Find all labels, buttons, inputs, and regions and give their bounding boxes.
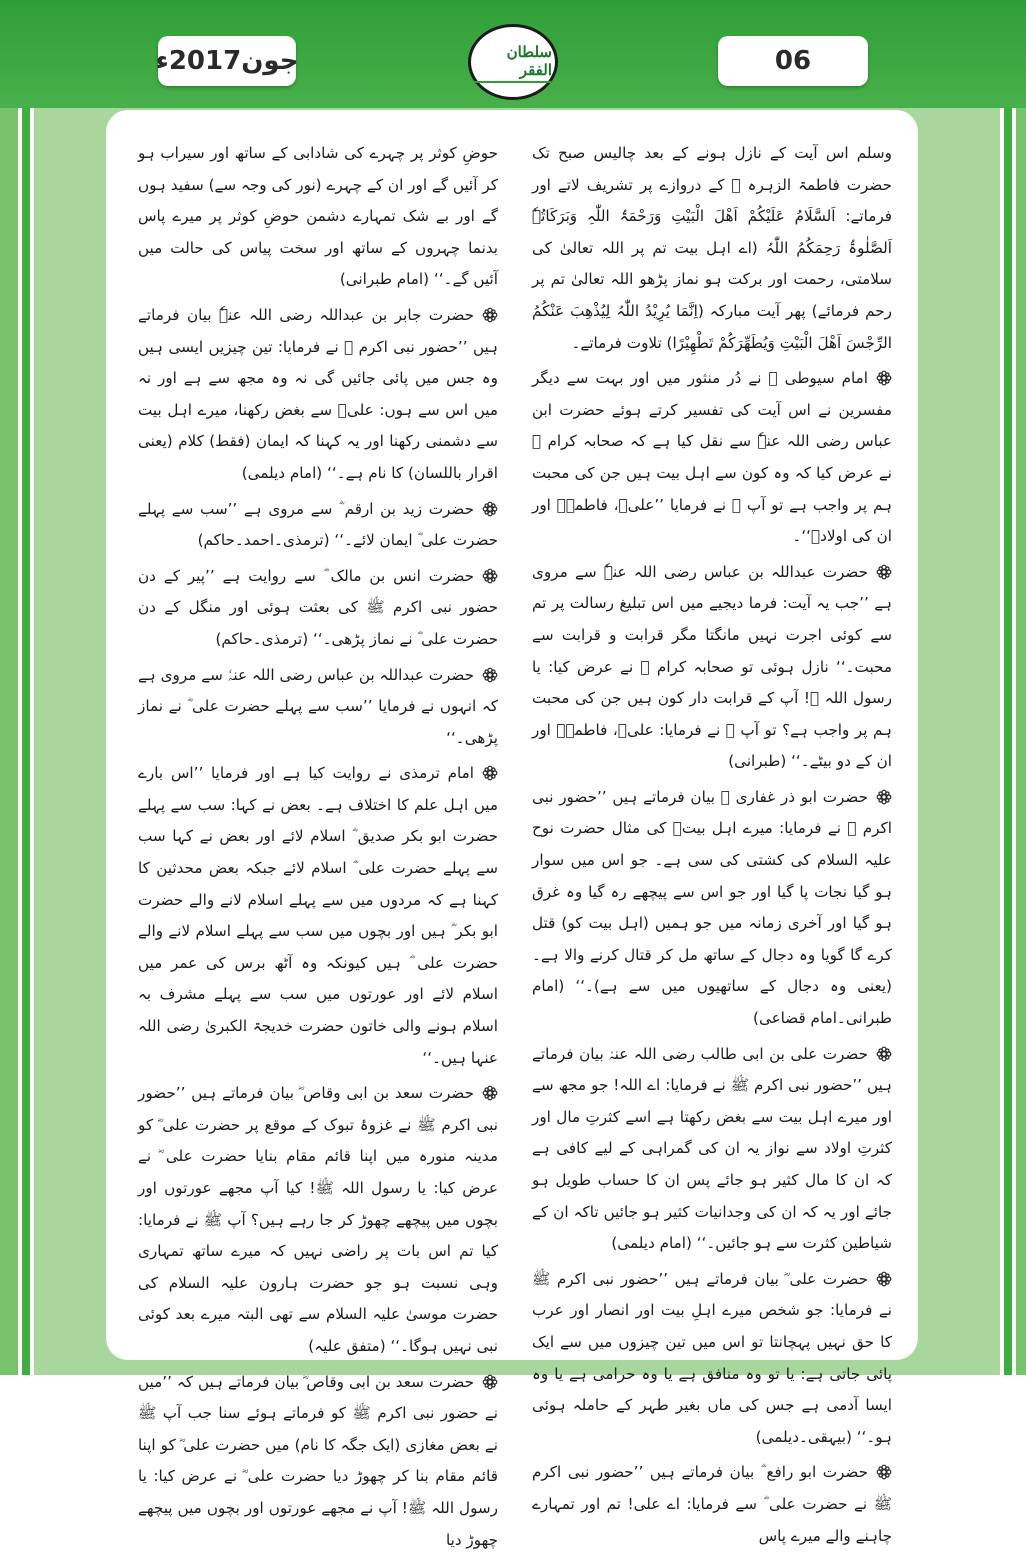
paragraph xyxy=(532,363,892,553)
flower-bullet-icon xyxy=(482,765,498,781)
paragraph-text: حضرت علی بن ابی طالب رضی اللہ عنہٗ بیان فرماتے ہیں ’’حضور نبی اکرم ﷺ نے فرمایا: اے اللہ! جو مجھ سے اور میرے اہل بیت سے بغض رکھتا ہے اسے کثرتِ مال اور کثرتِ اولاد سے نواز یہ ان کی گمراہی کے لیے کافی ہے کہ ان کا مال کثیر ہو جائے پس ان کا حساب طویل ہو جائے اور یہ کہ ان کی وجدانیات کثیر ہو جائیں تاکہ ان کے شیاطین کثرت سے ہو جائیں۔‘‘ (امام دیلمی) xyxy=(532,1044,892,1253)
issue-date-badge xyxy=(155,36,299,86)
flower-bullet-icon xyxy=(482,501,498,517)
paragraph xyxy=(138,660,498,755)
logo-text: سلطان الفقر xyxy=(474,41,552,83)
paragraph-text: امام ترمذی نے روایت کیا ہے اور فرمایا ’’اس بارے میں اہل علم کا اختلاف ہے۔ بعض نے کہا: سب سے پہلے حضرت ابو بکر صدیق ؓ اسلام لائے اور بعض نے کہا سب سے پہلے حضرت علی ؓ اسلام لائے جبکہ بعض محدثین کا کہنا ہے کہ مردوں میں سے پہلے اسلام لانے والے حضرت ابو بکر ؓ ہیں اور بچوں میں سب سے پہلے اسلام لانے والے حضرت علی ؓ ہیں کیونکہ وہ آٹھ برس کی عمر میں اسلام لائے اور عورتوں میں سب سے پہلے مشرف بہ اسلام ہونے والی خاتون حضرت خدیجۃ الکبریٰ رضی اللہ عنہا ہیں۔‘‘ xyxy=(138,764,498,1067)
paragraph-text: حضرت انس بن مالک ؓ سے روایت ہے ’’پیر کے دن حضور نبی اکرم ﷺ کی بعثت ہوئی اور منگل کے دن حضرت علی ؓ نے نماز پڑھی۔‘‘ (ترمذی۔حاکم) xyxy=(138,566,498,648)
paragraph xyxy=(138,300,498,490)
paragraph xyxy=(138,1078,498,1362)
paragraph xyxy=(532,1264,892,1454)
paragraph xyxy=(532,557,892,778)
paragraph-text: حضرت سعد بن ابی وقاص ؓ بیان فرماتے ہیں ’’حضور نبی اکرم ﷺ نے غزوۂ تبوک کے موقع پر حضرت علی ؓ کو مدینہ منورہ میں اپنا قائم مقام بنایا حضرت علی ؓ نے عرض کیا: یا رسول اللہ ﷺ! کیا آپ مجھے عورتوں اور بچوں میں پیچھے چھوڑ کر جا رہے ہیں؟ آپ ﷺ نے فرمایا: کیا تم اس بات پر راضی نہیں کہ میرے ساتھ تمہاری وہی نسبت ہو جو حضرت ہارون علیہ السلام کی حضرت موسیٰ علیہ السلام سے تھی البتہ میرے بعد کوئی نبی نہیں ہوگا۔‘‘ (متفق علیہ) xyxy=(138,1084,498,1355)
paragraph xyxy=(138,138,498,296)
paragraph xyxy=(138,758,498,1074)
paragraph-text: امام سیوطی ؒ نے دُر منثور میں اور بہت سے دیگر مفسرین نے اس آیت کی تفسیر کرتے ہوئے حضرت ابن عباس رضی اللہ عنہٗ سے نقل کیا ہے کہ صحابہ کرام ؓ نے عرض کیا کہ وہ کون سے اہل بیت ہیں جن کی محبت ہم پر واجب ہے تو آپ ﷺ نے فرمایا ’’علیؓ، فاطمہؓ اور ان کی اولادؓ‘‘۔ xyxy=(532,369,892,546)
paragraph xyxy=(532,1457,892,1552)
flower-bullet-icon xyxy=(482,667,498,683)
paragraph xyxy=(138,494,498,557)
text-column-left xyxy=(138,138,498,1549)
flower-bullet-icon xyxy=(876,1271,892,1287)
page-number: 06 xyxy=(774,46,812,76)
flower-bullet-icon xyxy=(876,789,892,805)
paragraph-text: وسلم اس آیت کے نازل ہونے کے بعد چالیس صبح تک حضرت فاطمۃ الزہرہ ؓ کے دروازے پر تشریف لاتے اور فرماتے: اَلسَّلَامُ عَلَیْکُمْ اَھْلَ الْبَیْتِ وَرَحْمَۃُ اللّٰہِ وَبَرَکَاتُہٗ اَلصَّلٰوۃُ رَحِمَکُمُ اللّٰہُ (اے اہل بیت تم پر اللہ تعالیٰ کی سلامتی، رحمت اور برکت ہو نماز پڑھو اللہ تعالیٰ تم پر رحم فرمائے) پھر آیت مبارکہ (اِنَّمَا یُرِیْدُ اللّٰہُ لِیُذْھِبَ عَنْکُمُ الرِّجْسَ اَھْلَ الْبَیْتِ وَیُطَھِّرَکُمْ تَطْھِیْرًا) تلاوت فرماتے۔ xyxy=(532,144,892,352)
page-number-badge xyxy=(718,36,868,86)
content-panel xyxy=(106,110,918,1549)
flower-bullet-icon xyxy=(482,307,498,323)
paragraph-text: حضرت عبداللہ بن عباس رضی اللہ عنہٗ سے مروی ہے کہ انہوں نے فرمایا ’’سب سے پہلے حضرت علی ؓ نے نماز پڑھی۔‘‘ xyxy=(138,665,498,747)
paragraph-text: حضرت جابر بن عبداللہ رضی اللہ عنہٗ بیان فرماتے ہیں ’’حضور نبی اکرم ﷺ نے فرمایا: تین چیزیں ایسی ہیں وہ جس میں پائی جائیں گی نہ وہ مجھ سے ہے اور نہ میں اس سے ہوں: علیؓ سے بغض رکھنا، میرے اہل بیت سے دشمنی رکھنا اور یہ کہنا کہ ایمان (فقط) کلام (یعنی اقرار باللسان) کا نام ہے۔‘‘ (امام دیلمی) xyxy=(138,305,498,482)
text-column-right xyxy=(532,138,892,1545)
flower-bullet-icon xyxy=(876,564,892,580)
paragraph-text: حضرت سعد بن ابی وقاص ؓ بیان فرماتے ہیں کہ ’’میں نے حضور نبی اکرم ﷺ کو فرماتے ہوئے سنا جب آپ ﷺ نے بعض مغازی (ایک جگہ کا نام) میں حضرت علی ؓ کو اپنا قائم مقام بنا کر چھوڑ دیا حضرت علی ؓ نے عرض کیا: یا رسول اللہ ﷺ! آپ نے مجھے عورتوں اور بچوں میں پیچھے چھوڑ دیا xyxy=(138,1372,498,1549)
flower-bullet-icon xyxy=(876,1464,892,1480)
paragraph-text: حضرت ابو ذر غفاری ؓ بیان فرماتے ہیں ’’حضور نبی اکرم ﷺ نے فرمایا: میرے اہل بیتؓ کی مثال حضرت نوح علیہ السلام کی کشتی کی سی ہے۔ جو اس میں سوار ہو گیا نجات پا گیا اور جو اس سے پیچھے رہ گیا وہ غرق ہو گیا اور آخری زمانہ میں جو ہمیں (اہل بیت کو) قتل کرے گا گویا وہ دجال کے ساتھ مل کر قتال کرنے والا ہے۔ (یعنی وہ دجال کے ساتھیوں میں سے ہے)۔‘‘ (امام طبرانی۔امام قضاعی) xyxy=(532,787,892,1028)
flower-bullet-icon xyxy=(876,1046,892,1062)
paragraph xyxy=(532,782,892,1035)
paragraph-text: حضرت زید بن ارقم ؓ سے مروی ہے ’’سب سے پہلے حضرت علی ؓ ایمان لائے۔‘‘ (ترمذی۔احمد۔حاکم) xyxy=(138,499,498,550)
magazine-logo xyxy=(468,24,558,100)
paragraph xyxy=(138,561,498,656)
flower-bullet-icon xyxy=(482,1085,498,1101)
paragraph xyxy=(532,1039,892,1260)
paragraph-text: حضرت علی ؓ بیان فرماتے ہیں ’’حضور نبی اکرم ﷺ نے فرمایا: جو شخص میرے اہلِ بیت اور انصار اور عرب کا حق نہیں پہچانتا تو اس میں تین چیزوں میں سے ایک پائی جاتی ہے: یا تو وہ منافق ہے یا وہ حرامی ہے یا وہ ایسا آدمی ہے جس کی ماں بغیر طہر کے حاملہ ہوئی ہو۔‘‘ (بیہقی۔دیلمی) xyxy=(532,1269,892,1446)
paragraph-text: حوضِ کوثر پر چہرے کی شادابی کے ساتھ اور سیراب ہو کر آئیں گے اور ان کے چہرے (نور کی وجہ سے) سفید ہوں گے اور بے شک تمہارے دشمن حوضِ کوثر پر میرے پاس بدنما چہروں کے ساتھ اور سخت پیاس کی حالت میں آئیں گے۔‘‘ (امام طبرانی) xyxy=(138,144,498,289)
paragraph-text: حضرت ابو رافع ؓ بیان فرماتے ہیں ’’حضور نبی اکرم ﷺ نے حضرت علی ؓ سے فرمایا: اے علی! تم اور تمہارے چاہنے والے میرے پاس xyxy=(532,1463,892,1545)
paragraph-text: حضرت عبداللہ بن عباس رضی اللہ عنہٗ سے مروی ہے ’’جب یہ آیت: فرما دیجیے میں اس تبلیغ رسالت پر تم سے کوئی اجرت نہیں مانگتا مگر قرابت و قرابت سے محبت۔‘‘ نازل ہوئی تو صحابہ کرام ؓ نے عرض کیا: یا رسول اللہ ﷺ! آپ کے قرابت دار کون ہیں جن کی محبت ہم پر واجب ہے؟ تو آپ ﷺ نے فرمایا: علیؓ، فاطمہؓ اور ان کے دو بیٹے۔‘‘ (طبرانی) xyxy=(532,562,892,771)
paragraph xyxy=(138,1367,498,1556)
paragraph xyxy=(532,138,892,359)
flower-bullet-icon xyxy=(482,1374,498,1390)
flower-bullet-icon xyxy=(482,568,498,584)
issue-date: جون2017ء xyxy=(155,46,299,76)
flower-bullet-icon xyxy=(876,370,892,386)
